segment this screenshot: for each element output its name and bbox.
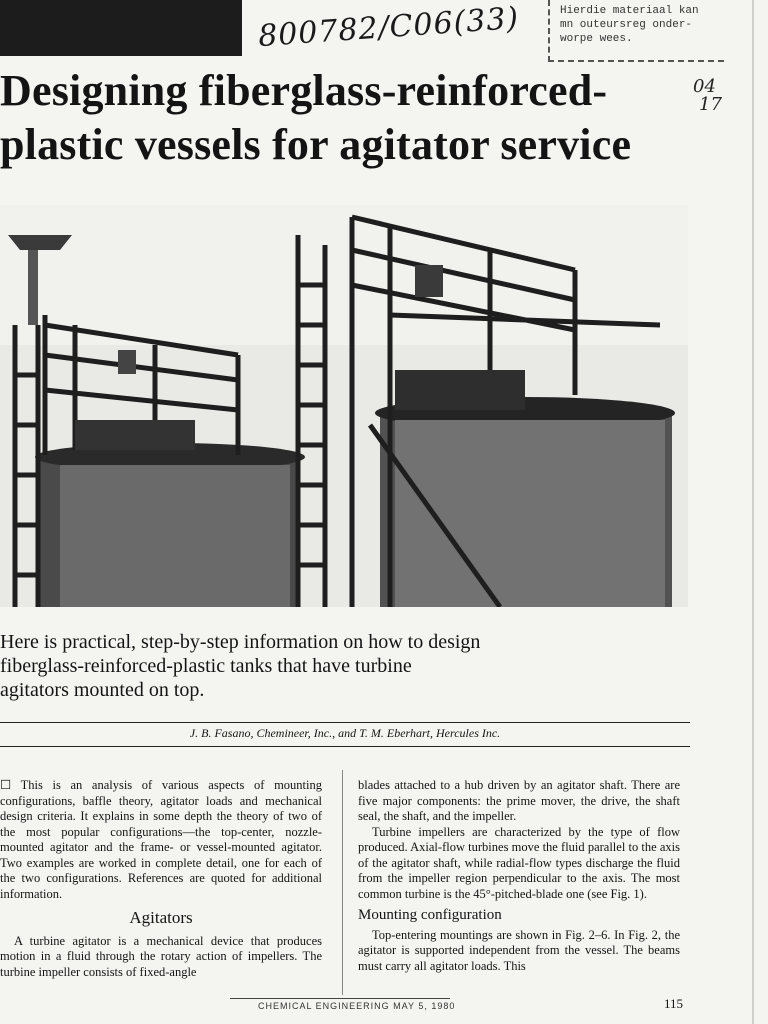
stamp-line: mn outeursreg onder- [560, 19, 693, 31]
margin-note-1: 04 [693, 76, 716, 97]
black-header-band [0, 0, 242, 56]
scan-edge-line [752, 0, 754, 1024]
authors-rule-top [0, 722, 690, 723]
body-paragraph: Top-entering mountings are shown in Fig. 2–6. In Fig. 2, the agitator is supported independent from the vessel. The beams must carry all agitator loads. This [358, 927, 680, 973]
copyright-stamp [548, 0, 724, 62]
lede-line: Here is practical, step-by-step information on how to design [0, 631, 481, 653]
body-paragraph: blades attached to a hub driven by an agitator shaft. There are five major components: the prime mover, the drive, the shaft seal, the shaft, and the impeller. [358, 778, 680, 823]
section-heading-agitators: Agitators [129, 908, 193, 927]
margin-note-2: 17 [699, 94, 722, 115]
title-line: Designing fiberglass-reinforced- [0, 66, 608, 115]
body-paragraph: Turbine impellers are characterized by the type of flow produced. Axial-flow turbines move the fluid parallel to the axis of the agitator shaft, while radial-flow types discharge the fluid from the impeller region perpendicular to the axis. The most common turbine is the 45°-pitched-blade one (see Fig. 1). [358, 824, 680, 901]
body-column-right [358, 778, 680, 974]
stamp-line: Hierdie materiaal kan [560, 5, 699, 17]
footer-rule [230, 998, 450, 999]
section-heading-mounting: Mounting configuration [358, 907, 502, 923]
title-line: plastic vessels for agitator service [0, 120, 632, 169]
lede-line: agitators mounted on top. [0, 679, 205, 701]
column-divider [342, 770, 343, 995]
handwritten-reference: 800782/C06(33) [257, 0, 521, 55]
body-paragraph: A turbine agitator is a mechanical device that produces motion in a fluid through the rotary action of impellers. The turbine impeller consists of fixed-angle [0, 933, 322, 979]
article-lede [0, 630, 600, 702]
body-column-left [0, 778, 322, 980]
tanks-photograph [0, 205, 688, 607]
abstract-paragraph: ☐ This is an analysis of various aspects of mounting configurations, baffle theory, agitator loads and mechanical design criteria. It explains in some depth the theory of two of the most popular configurations—the top-center, nozzle-mounted agitator and the frame- or vessel-mounted agitator. Two examples are worked in complete detail, one for each of the two configurations. References are quoted for additional information. [0, 778, 322, 901]
journal-footer: CHEMICAL ENGINEERING MAY 5, 1980 [258, 1001, 456, 1011]
author-byline: J. B. Fasano, Chemineer, Inc., and T. M. Eberhart, Hercules Inc. [189, 726, 501, 740]
lede-line: fiberglass-reinforced-plastic tanks that have turbine [0, 655, 412, 677]
article-title [0, 64, 740, 172]
page-number: 115 [664, 996, 684, 1011]
authors-rule-bottom [0, 746, 690, 747]
stamp-line: worpe wees. [560, 33, 633, 45]
